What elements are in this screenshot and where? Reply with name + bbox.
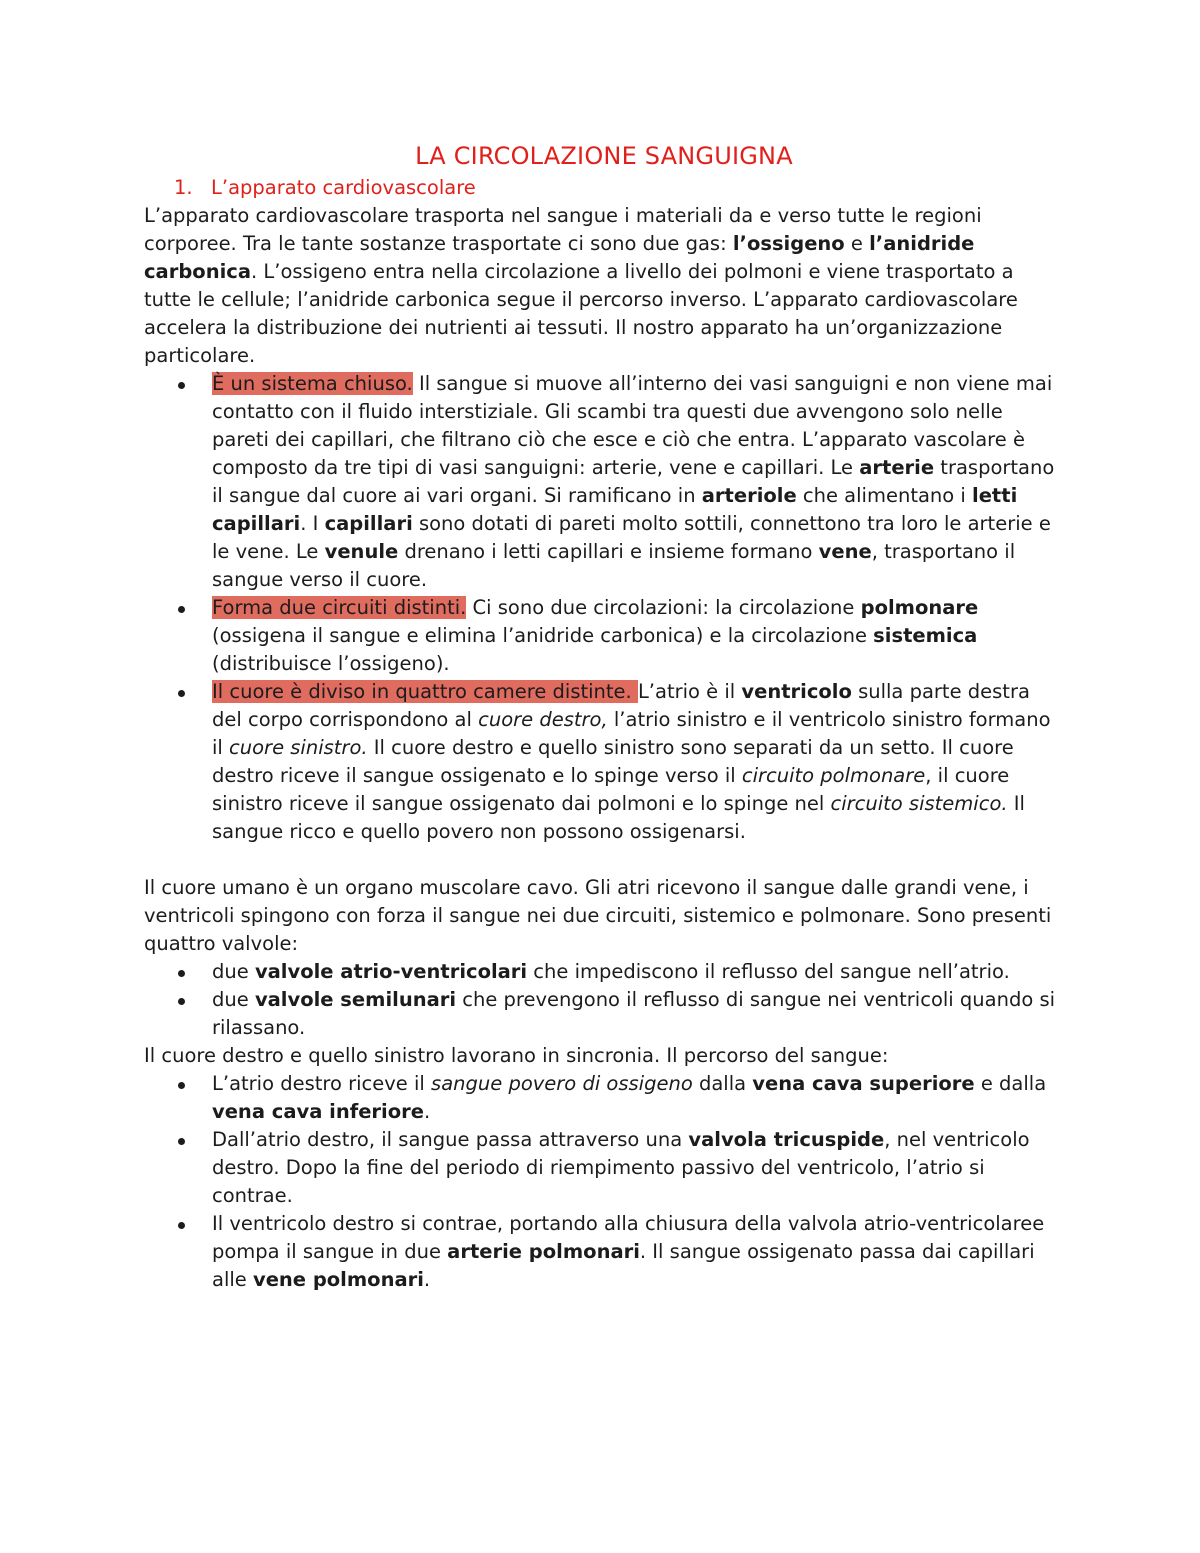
list-item: Forma due circuiti distinti. Ci sono due circolazioni: la circolazione polmonare (ossigena il sangue e elimina l’anidride carbonica) e la circolazione sistemica (distribuisce l’ossigeno). xyxy=(144,594,1064,678)
italic-term: circuito sistemico. xyxy=(830,792,1008,815)
bold-term: sistemica xyxy=(873,624,978,647)
bullet-icon xyxy=(178,1082,185,1089)
italic-term: cuore sinistro. xyxy=(229,736,368,759)
bullet-icon xyxy=(178,1138,185,1145)
features-list xyxy=(144,370,1064,846)
list-item: Il cuore è diviso in quattro camere distinte. L’atrio è il ventricolo sulla parte destra del corpo corrispondono al cuore destro, l’atrio sinistro e il ventricolo sinistro formano il cuore sinistro. Il cuore destro e quello sinistro sono separati da un setto. Il cuore destro riceve il sangue ossigenato e lo spinge verso il circuito polmonare, il cuore sinistro riceve il sangue ossigenato dai polmoni e lo spinge nel circuito sistemico. Il sangue ricco e quello povero non possono ossigenarsi. xyxy=(144,678,1064,846)
highlighted-text: È un sistema chiuso. xyxy=(212,372,413,395)
bold-term: arteriole xyxy=(701,484,797,507)
bold-term: vena cava inferiore xyxy=(212,1100,424,1123)
heart-paragraph: Il cuore umano è un organo muscolare cavo. Gli atri ricevono il sangue dalle grandi vene, i ventricoli spingono con forza il sangue nei due circuiti, sistemico e polmonare. Sono presenti quattro valvole: xyxy=(144,876,1052,955)
highlighted-text: Forma due circuiti distinti. xyxy=(212,596,467,619)
bold-term: polmonare xyxy=(860,596,979,619)
bold-term: letti capillari xyxy=(212,484,1018,535)
bold-term: vena cava superiore xyxy=(752,1072,975,1095)
section-heading xyxy=(144,174,1064,202)
bold-term: vene xyxy=(818,540,872,563)
paragraph-spacer xyxy=(144,846,1064,874)
path-list xyxy=(144,1070,1064,1294)
bold-term: vene polmonari xyxy=(252,1268,424,1291)
document-title: LA CIRCOLAZIONE SANGUIGNA xyxy=(415,142,793,170)
list-item: due valvole semilunari che prevengono il reflusso di sangue nei ventricoli quando si rilassano. xyxy=(144,986,1064,1042)
document-content xyxy=(144,140,1064,1294)
list-item: È un sistema chiuso. Il sangue si muove all’interno dei vasi sanguigni e non viene mai contatto con il fluido interstiziale. Gli scambi tra questi due avvengono solo nelle pareti dei capillari, che filtrano ciò che esce e ciò che entra. L’apparato vascolare è composto da tre tipi di vasi sanguigni: arterie, vene e capillari. Le arterie trasportano il sangue dal cuore ai vari organi. Si ramificano in arteriole che alimentano i letti capillari. I capillari sono dotati di pareti molto sottili, connettono tra loro le arterie e le vene. Le venule drenano i letti capillari e insieme formano vene, trasportano il sangue verso il cuore. xyxy=(144,370,1064,594)
bold-term: venule xyxy=(324,540,399,563)
bold-term: valvola tricuspide xyxy=(688,1128,885,1151)
path-intro: Il cuore destro e quello sinistro lavorano in sincronia. Il percorso del sangue: xyxy=(144,1044,889,1067)
bold-term: ventricolo xyxy=(741,680,852,703)
bold-term: valvole atrio-ventricolari xyxy=(254,960,528,983)
bullet-icon xyxy=(178,606,185,613)
intro-paragraph: L’apparato cardiovascolare trasporta nel sangue i materiali da e verso tutte le regioni corporee. Tra le tante sostanze trasportate ci sono due gas: l’ossigeno e l’anidride carbonica. L’ossigeno entra nella circolazione a livello dei polmoni e viene trasportato a tutte le cellule; l’anidride carbonica segue il percorso inverso. L’apparato cardiovascolare accelera la distribuzione dei nutrienti ai tessuti. Il nostro apparato ha un’organizzazione particolare. xyxy=(144,204,1018,367)
highlighted-text: Il cuore è diviso in quattro camere distinte. xyxy=(212,680,638,703)
bold-term: arterie polmonari xyxy=(447,1240,640,1263)
bold-term: l’ossigeno xyxy=(732,232,845,255)
section-number: 1. xyxy=(174,176,193,199)
list-item: Dall’atrio destro, il sangue passa attraverso una valvola tricuspide, nel ventricolo destro. Dopo la fine del periodo di riempimento passivo del ventricolo, l’atrio si contrae. xyxy=(144,1126,1064,1210)
bold-term: l’anidride carbonica xyxy=(144,232,975,283)
bold-term: valvole semilunari xyxy=(254,988,457,1011)
italic-term: cuore destro, xyxy=(478,708,608,731)
list-item: Il ventricolo destro si contrae, portando alla chiusura della valvola atrio-ventricolaree pompa il sangue in due arterie polmonari. Il sangue ossigenato passa dai capillari alle vene polmonari. xyxy=(144,1210,1064,1294)
italic-term: circuito polmonare xyxy=(741,764,926,787)
bold-term: arterie xyxy=(859,456,935,479)
valves-list xyxy=(144,958,1064,1042)
italic-term: sangue povero di ossigeno xyxy=(431,1072,693,1095)
section-heading-text: L’apparato cardiovascolare xyxy=(211,176,476,199)
bullet-icon xyxy=(178,690,185,697)
bullet-icon xyxy=(178,1222,185,1229)
list-item: due valvole atrio-ventricolari che impediscono il reflusso del sangue nell’atrio. xyxy=(144,958,1064,986)
bullet-icon xyxy=(178,382,185,389)
list-item: L’atrio destro riceve il sangue povero di ossigeno dalla vena cava superiore e dalla vena cava inferiore. xyxy=(144,1070,1064,1126)
bold-term: capillari xyxy=(324,512,413,535)
bullet-icon xyxy=(178,998,185,1005)
bullet-icon xyxy=(178,970,185,977)
